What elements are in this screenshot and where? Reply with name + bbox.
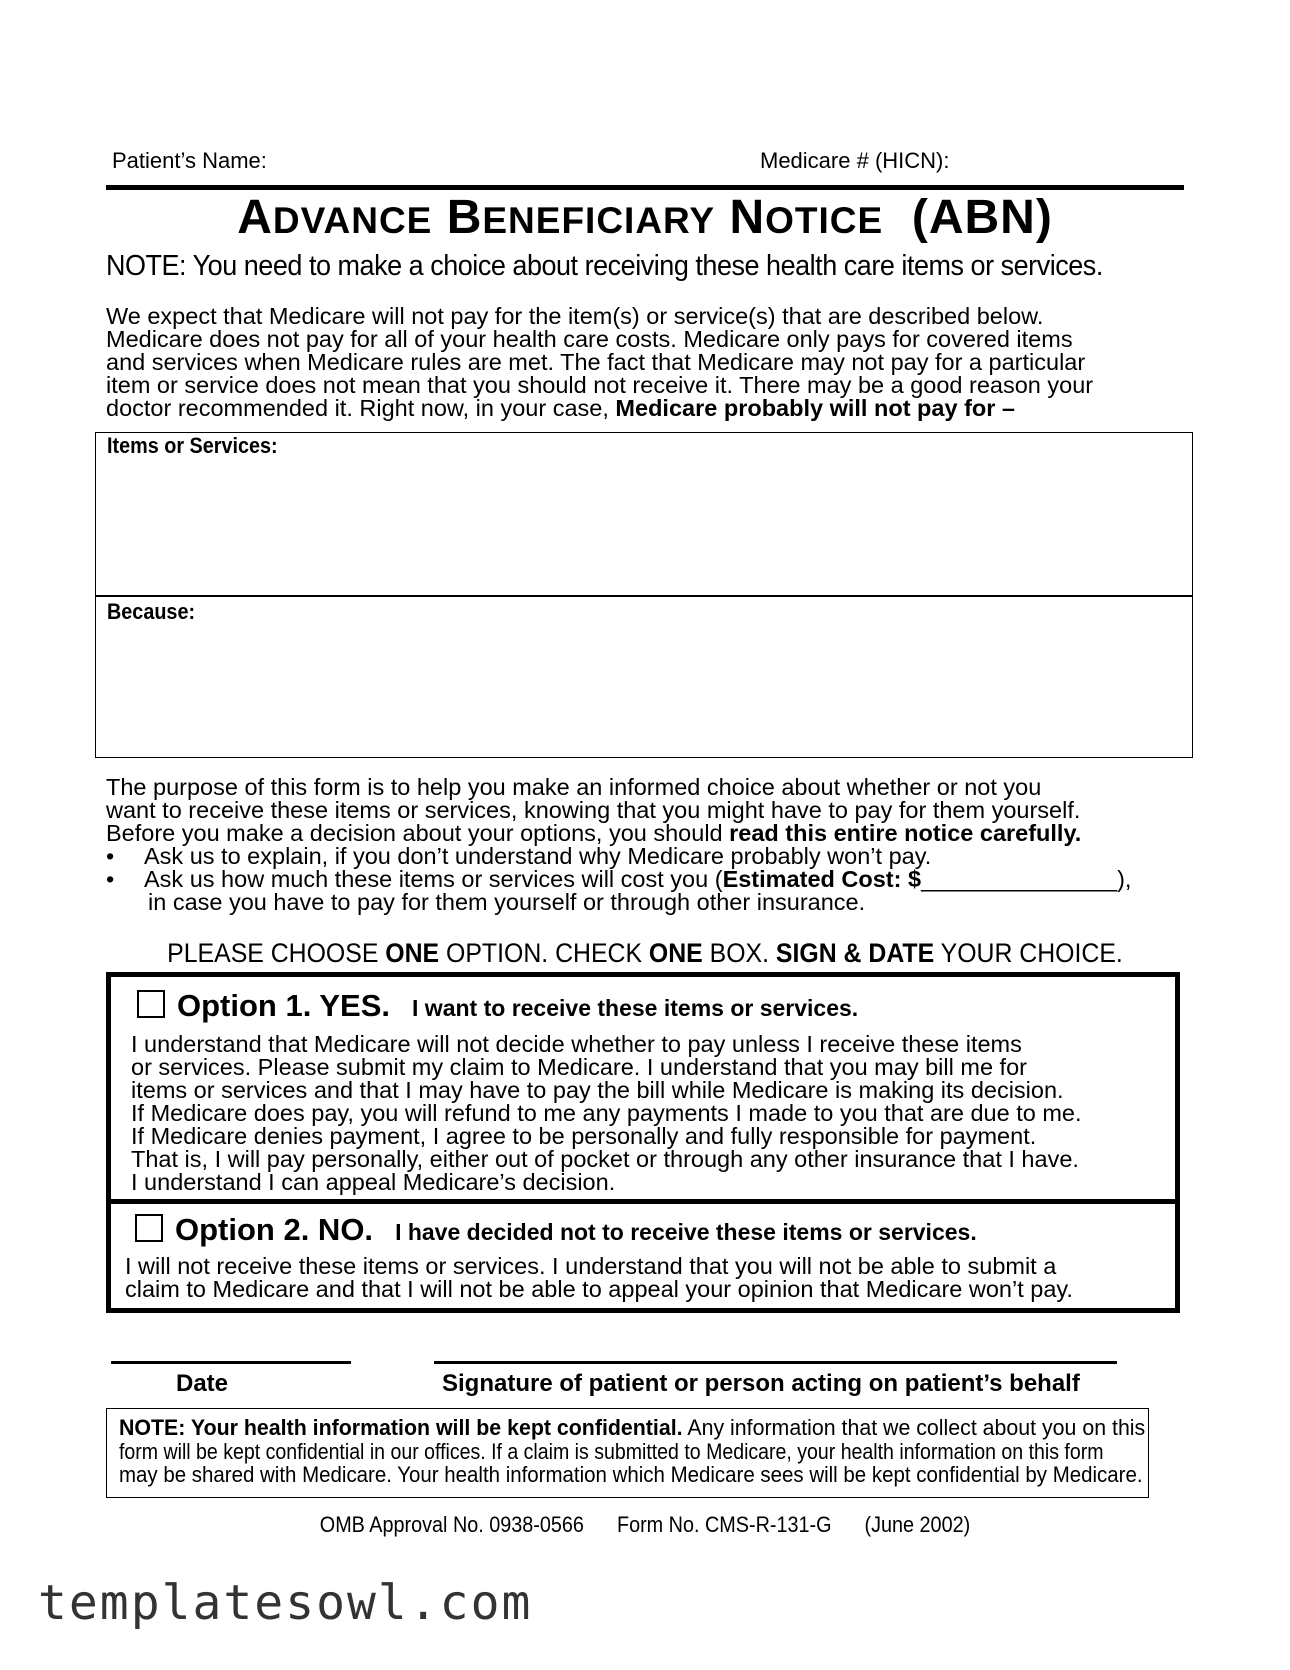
option-1-box xyxy=(106,972,1180,1204)
omb-approval: OMB Approval No. 0938-0566 xyxy=(319,1512,584,1537)
purpose-line: Before you make a decision about your options, you should read this entire notice carefully. xyxy=(106,820,1082,846)
date-line[interactable] xyxy=(111,1361,351,1364)
intro-line: We expect that Medicare will not pay for the item(s) or service(s) that are described below. xyxy=(106,303,1044,329)
option-2-box xyxy=(106,1199,1180,1313)
date-label: Date xyxy=(176,1370,229,1397)
form-date: (June 2002) xyxy=(864,1512,971,1537)
confidential-line: may be shared with Medicare. Your health information which Medicare sees will be kept confidential by Medicare. xyxy=(119,1462,1143,1487)
bullet-estimated-cost: • Ask us how much these items or services will cost you (Estimated Cost: $_______________), xyxy=(106,866,1132,892)
medicare-number-label: Medicare # (HICN): xyxy=(760,148,950,173)
bullet-continuation: in case you have to pay for them yourself or through other insurance. xyxy=(148,889,866,915)
option-2-checkbox[interactable] xyxy=(135,1214,163,1242)
signature-line[interactable] xyxy=(434,1361,1117,1364)
items-services-box[interactable] xyxy=(95,432,1193,758)
confidentiality-note xyxy=(106,1408,1149,1498)
confidential-line: NOTE: Your health information will be kept confidential. Any information that we collect about you on this xyxy=(119,1415,1146,1440)
patient-name-label: Patient’s Name: xyxy=(112,148,267,173)
intro-line: and services when Medicare rules are met. The fact that Medicare may not pay for a particular xyxy=(106,349,1086,375)
intro-line: item or service does not mean that you should not receive it. There may be a good reason your xyxy=(106,372,1094,398)
option-1-text: I understand that Medicare will not decide whether to pay unless I receive these items or services. Please submit my claim to Medicare. I understand that you may bill me for items or services and that I may have to pay the bill while Medicare is making its decision. If Medicare does pay, you will refund to me any payments I made to you that are due to me. If Medicare denies payment, I agree to be personally and fully responsible for payment. That is, I will pay personally, either out of pocket or through any other insurance that I have. I understand I can appeal Medicare’s decision. xyxy=(131,1031,1082,1195)
intro-line: Medicare does not pay for all of your health care costs. Medicare only pays for covered items xyxy=(106,326,1073,352)
intro-paragraph xyxy=(106,305,1093,420)
purpose-line: want to receive these items or services, knowing that you might have to pay for them yourself. xyxy=(106,797,1081,823)
box-divider xyxy=(96,595,1192,597)
option-1-checkbox[interactable] xyxy=(137,990,165,1018)
items-services-label: Items or Services: xyxy=(107,433,278,458)
page-title: ADVANCE BENEFICIARY NOTICE (ABN) xyxy=(237,191,1053,244)
option-2-text: I will not receive these items or services. I understand that you will not be able to submit a claim to Medicare and that I will not be able to appeal your opinion that Medicare won’t pay. xyxy=(125,1253,1073,1302)
note-line: NOTE: You need to make a choice about receiving these health care items or services. xyxy=(106,250,1103,282)
form-footer xyxy=(65,1512,1226,1538)
bullet-explain: • Ask us to explain, if you don’t understand why Medicare probably won’t pay. xyxy=(106,843,932,869)
intro-last-line: doctor recommended it. Right now, in your case, Medicare probably will not pay for – xyxy=(106,395,1016,421)
choose-instruction: PLEASE CHOOSE ONE OPTION. CHECK ONE BOX. SIGN & DATE YOUR CHOICE. xyxy=(167,938,1123,968)
option-1-heading: Option 1. YES. I want to receive these items or services. xyxy=(137,988,858,1024)
estimated-cost-field[interactable]: _______________ xyxy=(921,866,1118,892)
signature-label: Signature of patient or person acting on patient’s behalf xyxy=(442,1370,1080,1397)
confidential-line: form will be kept confidential in our offices. If a claim is submitted to Medicare, your health information on this form xyxy=(119,1439,1104,1464)
watermark: templatesowl.com xyxy=(38,1575,533,1631)
purpose-paragraph xyxy=(106,776,1081,845)
purpose-line: The purpose of this form is to help you make an informed choice about whether or not you xyxy=(106,774,1042,800)
because-label: Because: xyxy=(107,599,196,624)
option-2-heading: Option 2. NO. I have decided not to receive these items or services. xyxy=(135,1212,977,1248)
form-number: Form No. CMS-R-131-G xyxy=(616,1512,832,1537)
